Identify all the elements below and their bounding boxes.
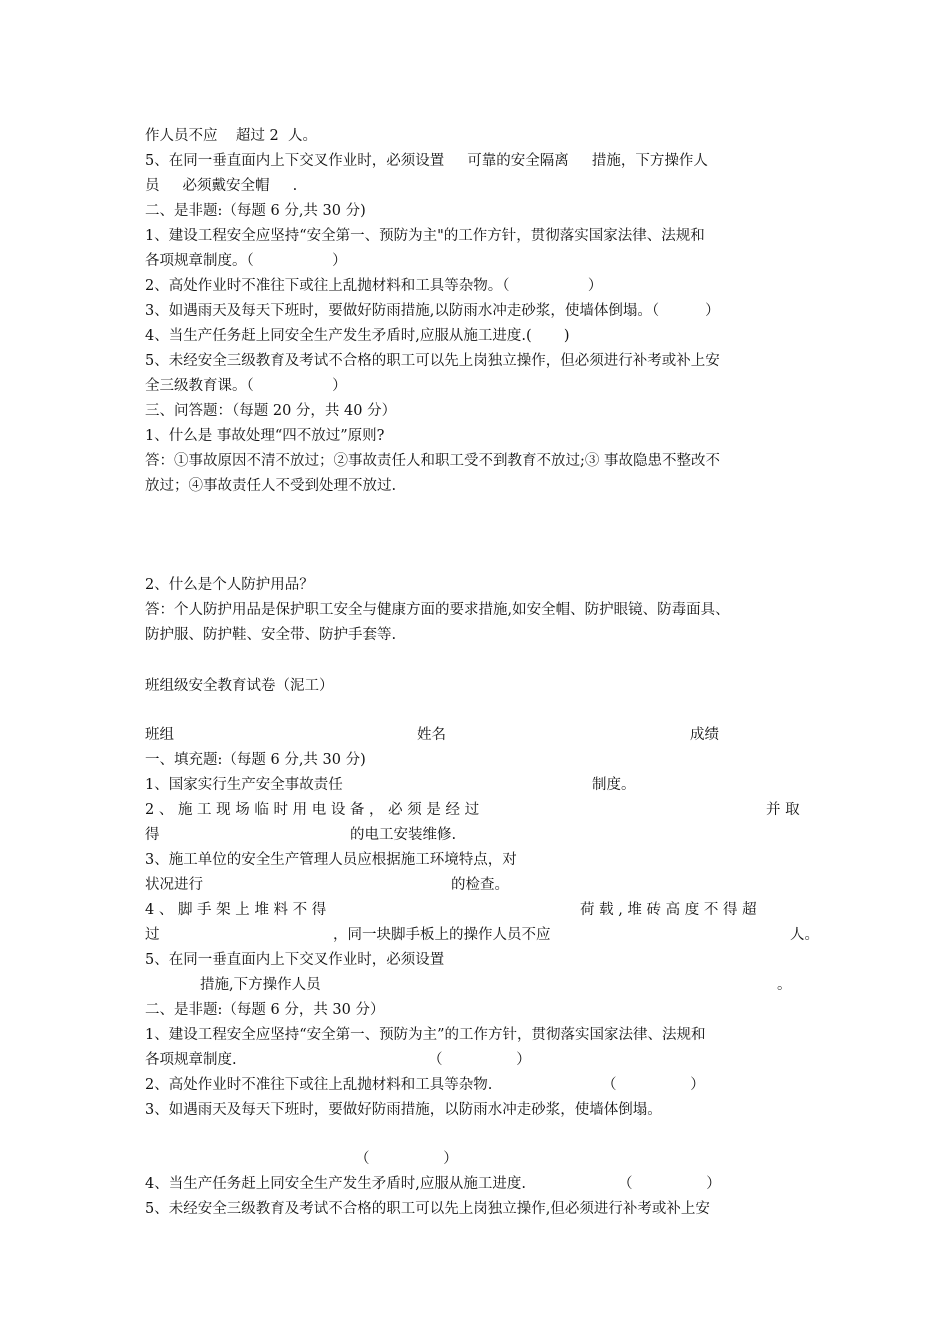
section-heading: 三、问答题：（每题 20 分，共 40 分） bbox=[145, 403, 397, 419]
text-line: 措施,下方操作人员 bbox=[200, 977, 321, 993]
text-line: 状况进行 bbox=[145, 877, 203, 893]
text-line: 得 bbox=[145, 827, 160, 843]
text-line: 各项规章制度。（ ） bbox=[145, 253, 347, 269]
answer-line: 答：个人防护用品是保护职工安全与健康方面的要求措施,如安全帽、防护眼镜、防毒面具、 bbox=[145, 602, 730, 618]
text-line: 荷 载 , 堆 砖 高 度 不 得 超 bbox=[580, 902, 757, 918]
text-line: 2、高处作业时不准往下或往上乱抛材料和工具等杂物。（ ） bbox=[145, 278, 603, 294]
text-line: 1、国家实行生产安全事故责任 bbox=[145, 777, 343, 793]
text-line: 全三级教育课。（ ） bbox=[145, 378, 347, 394]
label-team: 班组 bbox=[145, 727, 174, 743]
text-line: 5、在同一垂直面内上下交叉作业时，必须设置 bbox=[145, 952, 445, 968]
question-line: 1、什么是 事故处理“四不放过”原则? bbox=[145, 428, 385, 444]
text-line: 1、建设工程安全应坚持“安全第一、预防为主”的工作方针，贯彻落实国家法律、法规和 bbox=[145, 1027, 706, 1043]
text-line: 5、在同一垂直面内上下交叉作业时，必须设置 可靠的安全隔离 措施，下方操作人 bbox=[145, 153, 708, 169]
text-line: 各项规章制度. bbox=[145, 1052, 237, 1068]
text-line: 4、当生产任务赶上同安全生产发生矛盾时,应服从施工进度.( ) bbox=[145, 328, 570, 344]
text-line: 的电工安装维修. bbox=[350, 827, 457, 843]
text-line: 作人员不应 超过 2 人。 bbox=[145, 128, 317, 144]
text-line: 的检查。 bbox=[451, 877, 509, 893]
label-score: 成绩 bbox=[690, 727, 719, 743]
text-line: 员 必须戴安全帽 . bbox=[145, 178, 298, 194]
answer-blank: （ ） bbox=[602, 1077, 705, 1093]
text-line: 。 bbox=[777, 977, 792, 993]
section-heading: 二、是非题:（每题 6 分,共 30 分) bbox=[145, 203, 366, 219]
text-line: 4 、 脚 手 架 上 堆 料 不 得 bbox=[145, 902, 327, 918]
text-line: 2、高处作业时不准往下或往上乱抛材料和工具等杂物. bbox=[145, 1077, 493, 1093]
question-line: 2、什么是个人防护用品？ bbox=[145, 577, 314, 593]
text-line: 3、施工单位的安全生产管理人员应根据施工环境特点，对 bbox=[145, 852, 517, 868]
answer-blank: （ ） bbox=[428, 1052, 531, 1068]
text-line: 3、如遇雨天及每天下班时，要做好防雨措施,以防雨水冲走砂浆，使墙体倒塌。（ ） bbox=[145, 303, 720, 319]
text-line: 过 bbox=[145, 927, 160, 943]
answer-line: 防护服、防护鞋、安全带、防护手套等. bbox=[145, 627, 397, 643]
text-line: 2 、 施 工 现 场 临 时 用 电 设 备 ， 必 须 是 经 过 bbox=[145, 802, 480, 818]
answer-line: 答：①事故原因不清不放过；②事故责任人和职工受不到教育不放过;③ 事故隐患不整改不 bbox=[145, 453, 720, 469]
text-line: 4、当生产任务赶上同安全生产发生矛盾时,应服从施工进度. bbox=[145, 1176, 526, 1192]
text-line: 并 取 bbox=[766, 802, 800, 818]
text-line: 5、未经安全三级教育及考试不合格的职工可以先上岗独立操作,但必须进行补考或补上安 bbox=[145, 1201, 710, 1217]
answer-blank: （ ） bbox=[355, 1151, 458, 1167]
text-line: ，同一块脚手板上的操作人员不应 bbox=[333, 927, 551, 943]
text-line: 1、建设工程安全应坚持“安全第一、预防为主"的工作方针，贯彻落实国家法律、法规和 bbox=[145, 228, 705, 244]
label-name: 姓名 bbox=[417, 727, 446, 743]
text-line: 制度。 bbox=[592, 777, 636, 793]
exam-title: 班组级安全教育试卷（泥工） bbox=[145, 678, 334, 694]
text-line: 人。 bbox=[790, 927, 819, 943]
section-heading: 二、是非题:（每题 6 分，共 30 分） bbox=[145, 1002, 385, 1018]
text-line: 3、如遇雨天及每天下班时，要做好防雨措施，以防雨水冲走砂浆，使墙体倒塌。 bbox=[145, 1102, 662, 1118]
text-line: 5、未经安全三级教育及考试不合格的职工可以先上岗独立操作，但必须进行补考或补上安 bbox=[145, 353, 720, 369]
answer-line: 放过；④事故责任人不受到处理不放过. bbox=[145, 478, 397, 494]
answer-blank: （ ） bbox=[618, 1176, 721, 1192]
section-heading: 一、填充题:（每题 6 分,共 30 分) bbox=[145, 752, 366, 768]
